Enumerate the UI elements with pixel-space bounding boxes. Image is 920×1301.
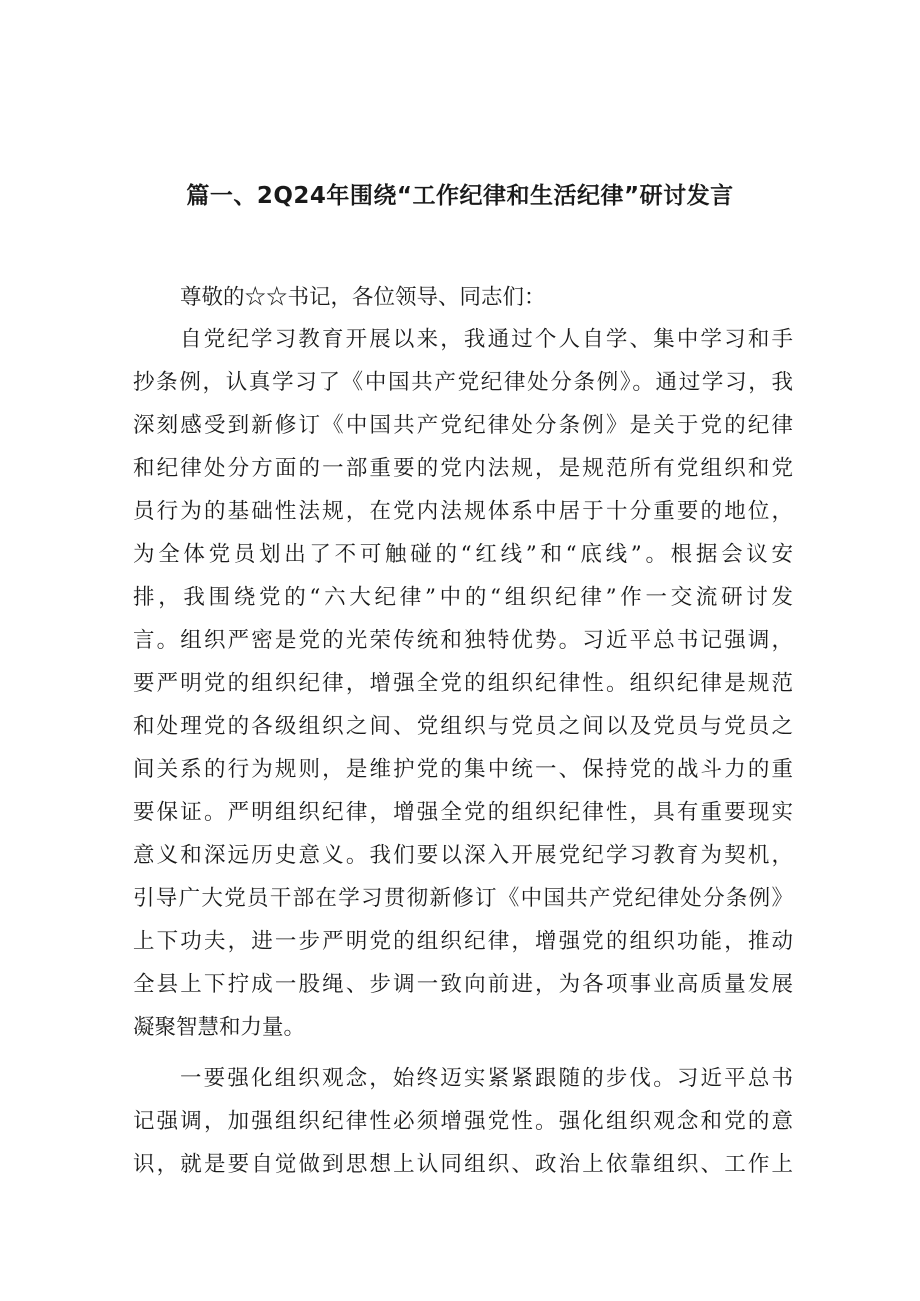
line-text: 间关系的行为规则，是维护党的集中统一、保持党的战斗力的重 xyxy=(133,757,796,782)
line-text: 要严明党的组织纪律，增强全党的组织纪律性。组织纪律是规范 xyxy=(133,671,796,696)
line-text: 一要强化组织观念，始终迈实紧紧跟随的步伐。习近平总书 xyxy=(180,1066,796,1091)
paragraph-1-line-12 xyxy=(133,797,796,829)
paragraph-1-line-13 xyxy=(133,840,796,872)
line-text: 凝聚智慧和力量。 xyxy=(133,1015,306,1040)
line-text: 自党纪学习教育开展以来，我通过个人自学、集中学习和手 xyxy=(180,327,796,352)
paragraph-2-line-2 xyxy=(133,1106,796,1138)
line-text: 记强调，加强组织纪律性必须增强党性。强化组织观念和党的意 xyxy=(133,1109,796,1134)
paragraph-1-line-3 xyxy=(133,410,796,442)
paragraph-1-line-15 xyxy=(133,926,796,958)
paragraph-1-line-16 xyxy=(133,969,796,1001)
paragraph-1-line-7 xyxy=(133,582,797,614)
paragraph-1-line-9 xyxy=(133,668,796,700)
line-text: 引导广大党员干部在学习贯彻新修订《中国共产党纪律处分条例》 xyxy=(133,886,795,911)
paragraph-1-line-14 xyxy=(133,883,793,915)
salutation: 尊敬的☆☆书记，各位领导、同志们： xyxy=(180,285,546,310)
line-text: 抄条例，认真学习了《中国共产党纪律处分条例》。通过学习，我 xyxy=(133,370,795,395)
paragraph-1-line-8 xyxy=(133,625,796,657)
line-text: 深刻感受到新修订《中国共产党纪律处分条例》是关于党的纪律 xyxy=(133,413,796,438)
paragraph-2-line-3 xyxy=(133,1149,796,1181)
paragraph-1-line-4 xyxy=(133,453,796,485)
paragraph-2-line-1 xyxy=(180,1063,796,1095)
document-title: 篇一、2Q24年围绕“工作纪律和生活纪律”研讨发言 xyxy=(186,183,734,209)
line-text: 员行为的基础性法规，在党内法规体系中居于十分重要的地位， xyxy=(133,499,796,524)
paragraph-1-line-6 xyxy=(133,539,797,571)
paragraph-1-line-2 xyxy=(133,367,793,399)
line-text: 为全体党员划出了不可触碰的“红线”和“底线”。根据会议安 xyxy=(133,542,797,567)
line-text: 上下功夫，进一步严明党的组织纪律，增强党的组织功能，推动 xyxy=(133,929,796,954)
paragraph-1-line-17 xyxy=(133,1012,305,1044)
line-text: 全县上下拧成一股绳、步调一致向前进，为各项事业高质量发展 xyxy=(133,972,796,997)
line-text: 和处理党的各级组织之间、党组织与党员之间以及党员与党员之 xyxy=(133,714,796,739)
line-text: 排，我围绕党的“六大纪律”中的“组织纪律”作一交流研讨发 xyxy=(133,585,797,610)
paragraph-1-line-5 xyxy=(133,496,796,528)
paragraph-1-line-1 xyxy=(180,324,796,356)
paragraph-1-line-11 xyxy=(133,754,796,786)
line-text: 和纪律处分方面的一部重要的党内法规，是规范所有党组织和党 xyxy=(133,456,796,481)
paragraph-1-line-10 xyxy=(133,711,796,743)
line-text: 要保证。严明组织纪律，增强全党的组织纪律性，具有重要现实 xyxy=(133,800,796,825)
line-text: 意义和深远历史意义。我们要以深入开展党纪学习教育为契机， xyxy=(133,843,796,868)
line-text: 识，就是要自觉做到思想上认同组织、政治上依靠组织、工作上 xyxy=(133,1152,796,1177)
line-text: 言。组织严密是党的光荣传统和独特优势。习近平总书记强调， xyxy=(133,628,796,653)
